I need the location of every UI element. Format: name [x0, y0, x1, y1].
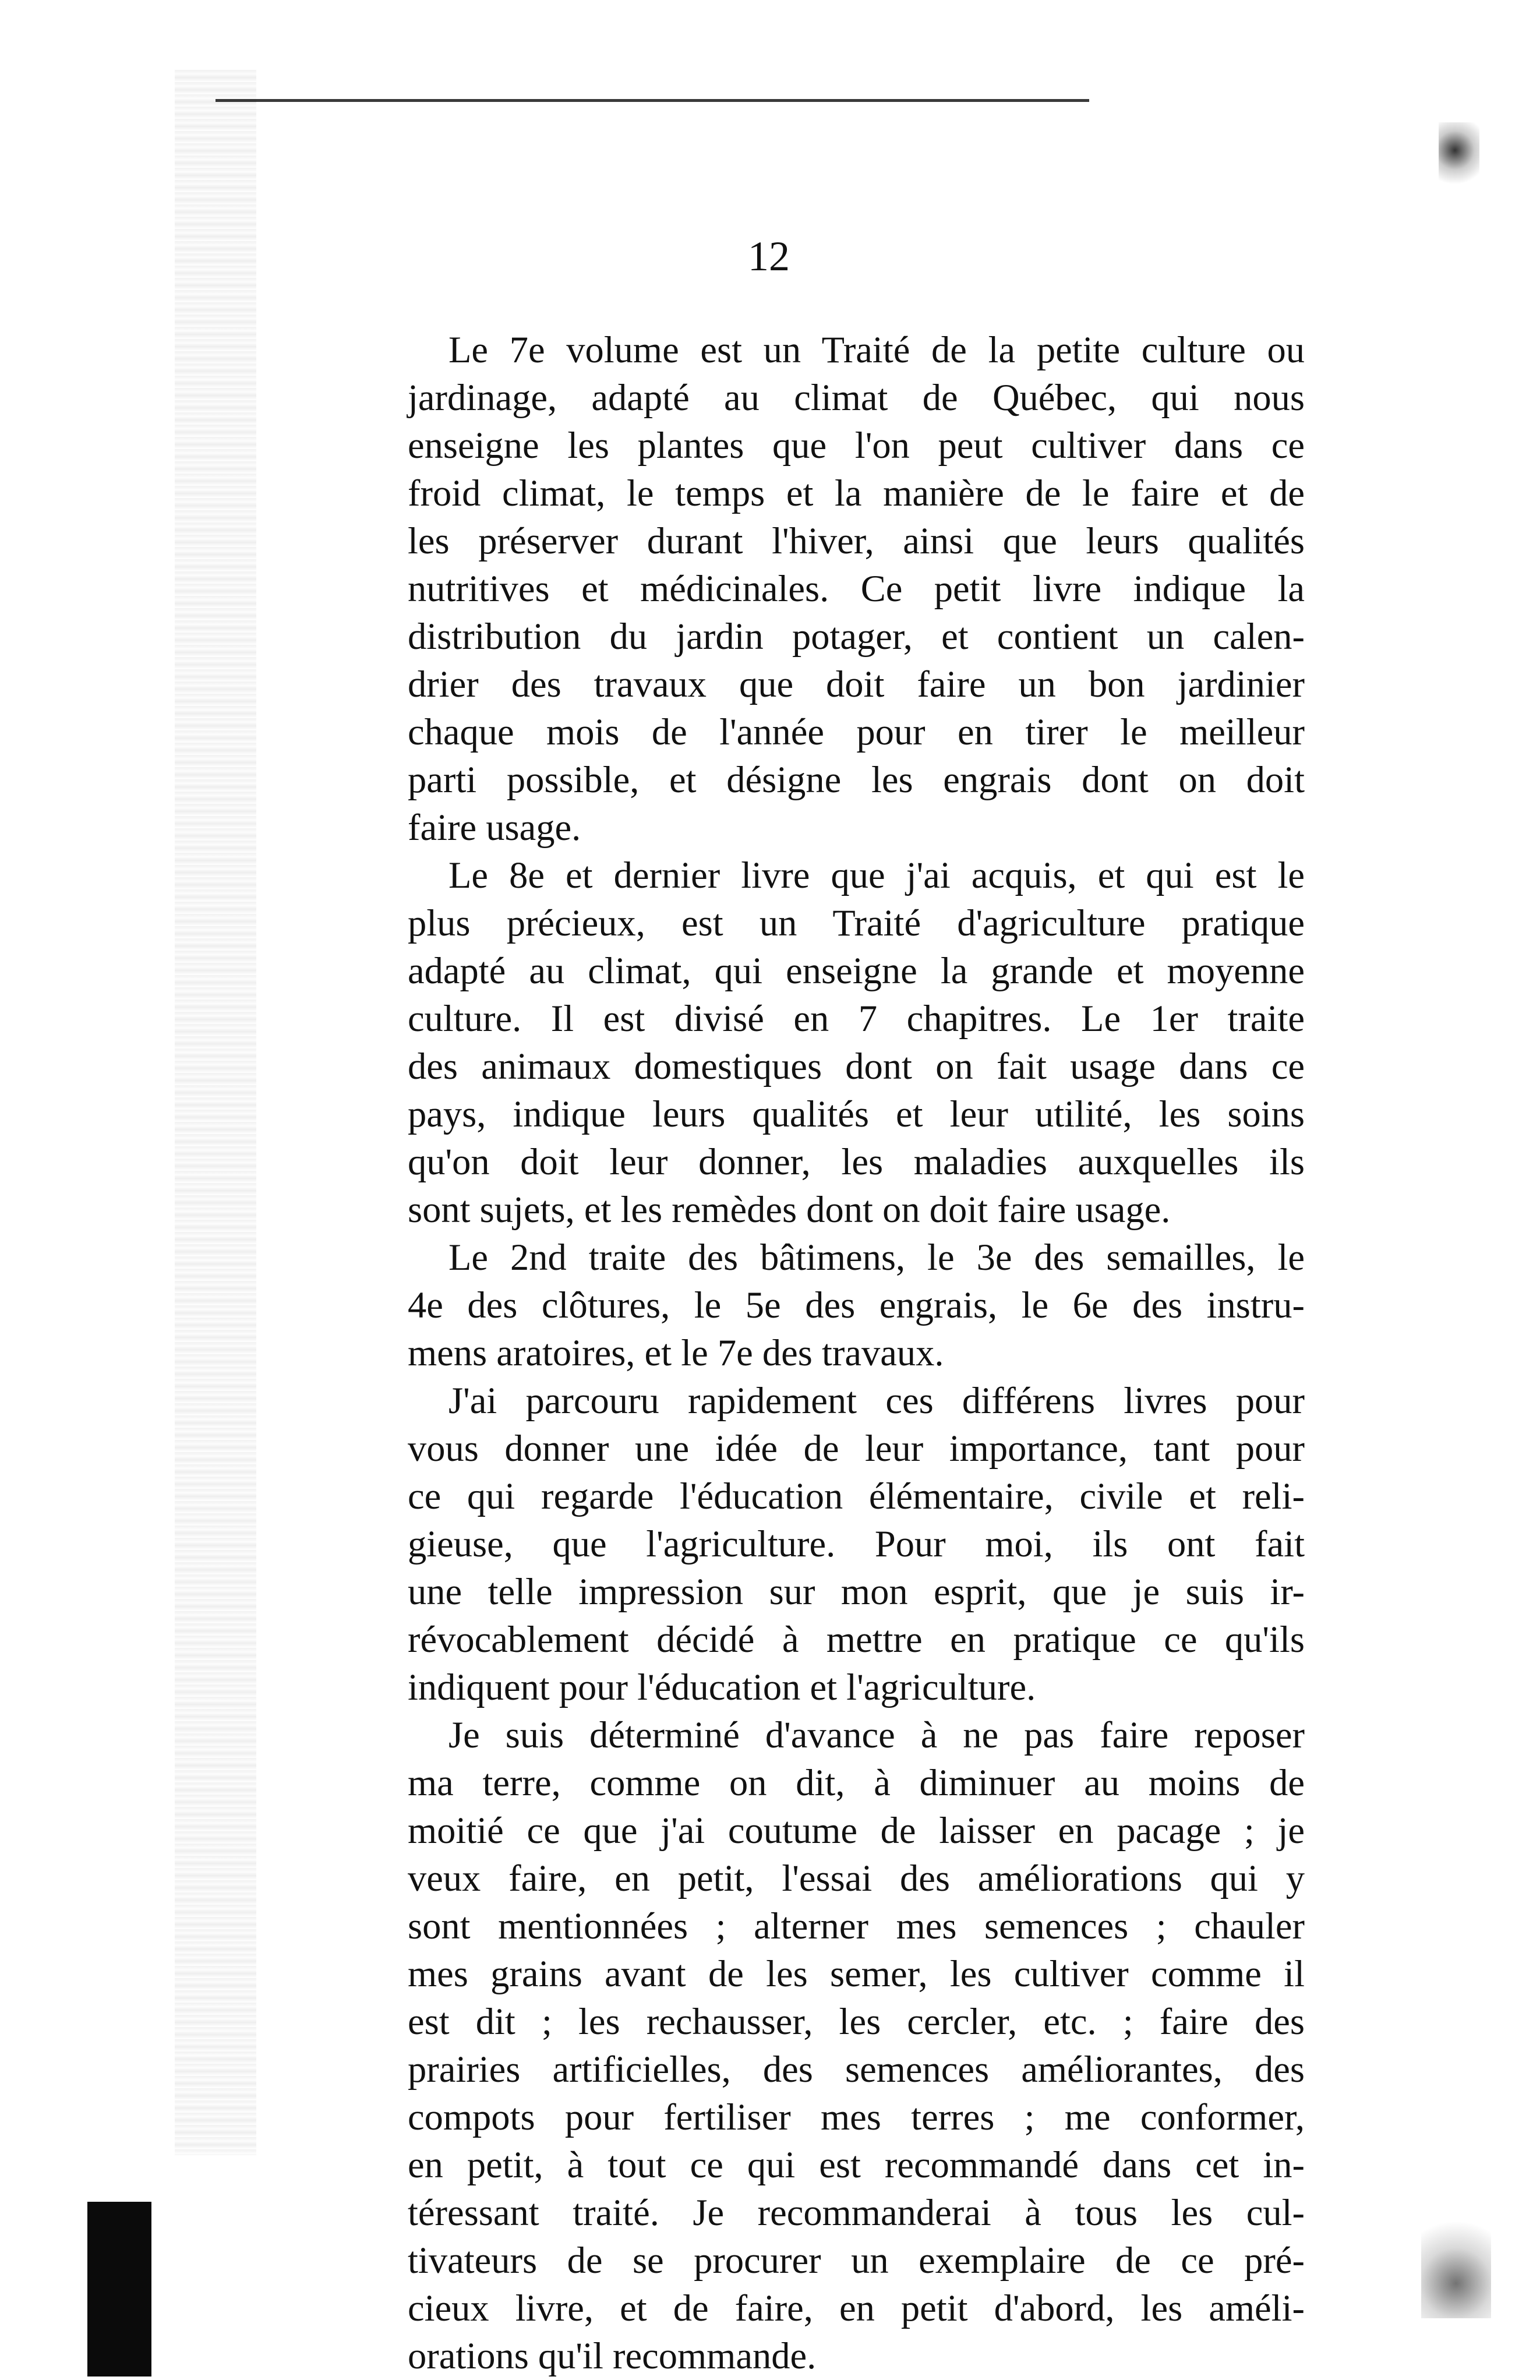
text-line: indiquent pour l'éducation et l'agriculture.	[408, 1666, 1036, 1708]
scan-speck-top-right	[1439, 122, 1479, 192]
text-line: faire usage.	[408, 807, 581, 848]
text-line: sont mentionnées ; alterner mes semences ; chauler	[408, 1905, 1305, 1947]
text-line: Le 7e volume est un Traité de la petite culture ou	[448, 329, 1305, 370]
text-line: Je suis déterminé d'avance à ne pas faire reposer	[448, 1714, 1305, 1756]
text-line: téressant traité. Je recommanderai à tous les cul-	[408, 2192, 1305, 2233]
text-line: sont sujets, et les remèdes dont on doit faire usage.	[408, 1189, 1171, 1230]
text-line: parti possible, et désigne les engrais dont on doit	[408, 759, 1305, 800]
text-line: chaque mois de l'année pour en tirer le meilleur	[408, 711, 1305, 753]
body-text	[408, 326, 1305, 2380]
text-line: une telle impression sur mon esprit, que je suis ir-	[408, 1571, 1305, 1612]
page-number: 12	[748, 233, 790, 280]
text-line: ma terre, comme on dit, à diminuer au moins de	[408, 1762, 1305, 1803]
text-line: drier des travaux que doit faire un bon jardinier	[408, 663, 1305, 705]
text-line: en petit, à tout ce qui est recommandé dans cet in-	[408, 2144, 1305, 2185]
text-line: vous donner une idée de leur importance, tant pour	[408, 1428, 1305, 1469]
text-line: compots pour fertiliser mes terres ; me conformer,	[408, 2096, 1305, 2138]
top-rule	[216, 99, 1089, 102]
text-line: est dit ; les rechausser, les cercler, etc. ; faire des	[408, 2001, 1305, 2042]
text-line: gieuse, que l'agriculture. Pour moi, ils ont fait	[408, 1523, 1305, 1565]
text-line: plus précieux, est un Traité d'agriculture pratique	[408, 902, 1305, 944]
scan-speck-bottom-right	[1421, 2202, 1491, 2318]
text-line: qu'on doit leur donner, les maladies auxquelles ils	[408, 1141, 1305, 1182]
scan-margin-shadow	[175, 70, 256, 2155]
text-line: nutritives et médicinales. Ce petit livre indique la	[408, 568, 1305, 609]
text-line: distribution du jardin potager, et contient un calen-	[408, 616, 1305, 657]
text-line: Le 8e et dernier livre que j'ai acquis, et qui est le	[448, 854, 1305, 896]
text-line: J'ai parcouru rapidement ces différens livres pour	[448, 1380, 1305, 1421]
text-line: Le 2nd traite des bâtimens, le 3e des semailles, le	[448, 1237, 1305, 1278]
text-line: cieux livre, et de faire, en petit d'abord, les améli-	[408, 2287, 1305, 2329]
text-line: orations qu'il recommande.	[408, 2335, 817, 2377]
text-line: veux faire, en petit, l'essai des améliorations qui y	[408, 1858, 1305, 1899]
text-line: mes grains avant de les semer, les cultiver comme il	[408, 1953, 1305, 1994]
text-line: moitié ce que j'ai coutume de laisser en pacage ; je	[408, 1810, 1305, 1851]
text-line: ce qui regarde l'éducation élémentaire, civile et reli-	[408, 1475, 1305, 1517]
text-line: enseigne les plantes que l'on peut cultiver dans ce	[408, 425, 1305, 466]
text-line: pays, indique leurs qualités et leur utilité, les soins	[408, 1093, 1305, 1135]
text-line: froid climat, le temps et la manière de le faire et de	[408, 472, 1305, 514]
text-line: 4e des clôtures, le 5e des engrais, le 6e des instru-	[408, 1284, 1305, 1326]
text-line: adapté au climat, qui enseigne la grande et moyenne	[408, 950, 1305, 991]
text-line: des animaux domestiques dont on fait usage dans ce	[408, 1046, 1305, 1087]
text-line: tivateurs de se procurer un exemplaire de ce pré-	[408, 2240, 1305, 2281]
text-line: prairies artificielles, des semences améliorantes, des	[408, 2049, 1305, 2090]
text-line: mens aratoires, et le 7e des travaux.	[408, 1332, 944, 1373]
text-line: culture. Il est divisé en 7 chapitres. Le 1er traite	[408, 998, 1305, 1039]
text-line: les préserver durant l'hiver, ainsi que leurs qualités	[408, 520, 1305, 562]
scan-dark-edge	[87, 2202, 151, 2377]
text-line: jardinage, adapté au climat de Québec, qui nous	[408, 377, 1305, 418]
text-line: révocablement décidé à mettre en pratique ce qu'ils	[408, 1619, 1305, 1660]
